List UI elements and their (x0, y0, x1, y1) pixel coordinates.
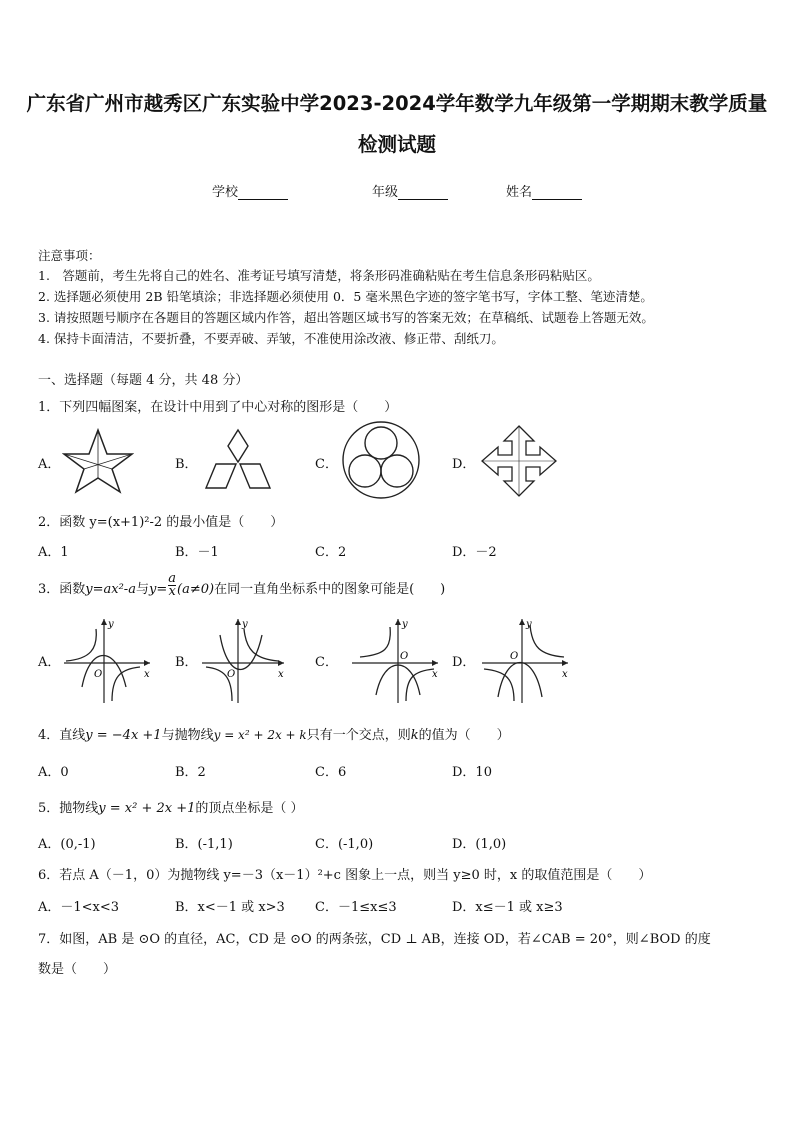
q3-graph-a (60, 615, 156, 707)
notice-item: 1. 答题前，考生先将自己的姓名、准考证号填写清楚，将条形码准确粘贴在考生信息条形码粘贴区。 (38, 268, 600, 283)
q6-option-c[interactable]: C．－1≤x≤3 (315, 900, 397, 915)
school-label: 学校 (212, 185, 239, 200)
q3-mid: 与 (135, 582, 149, 597)
q6-option-b[interactable]: B．x<－1 或 x>3 (175, 900, 285, 915)
q6-option-d[interactable]: D．x≤－1 或 x≥3 (452, 900, 563, 915)
q5-option-b[interactable]: B．(-1,1) (175, 837, 233, 852)
q2-option-d[interactable]: D．－2 (452, 545, 497, 560)
q5-option-d[interactable]: D．(1,0) (452, 837, 507, 852)
q3a-origin-label: O (94, 669, 103, 680)
q3b-y-label: y (242, 619, 248, 630)
q3d-y-label: y (526, 619, 532, 630)
page-title: 广东省广州市越秀区广东实验中学2023-2024学年数学九年级第一学期期末教学质量 (26, 92, 768, 115)
q5-expr: y = x² + 2x +1 (98, 801, 196, 816)
q2-option-c[interactable]: C．2 (315, 545, 347, 560)
q3c-x-label: x (432, 669, 438, 680)
grade-label: 年级 (372, 185, 399, 200)
q4-option-a[interactable]: A．0 (38, 765, 69, 780)
q3-option-c[interactable]: C． (315, 655, 338, 670)
q5-stem-a: 5．抛物线 (38, 801, 99, 816)
question-7-stem-line2: 数是（ ） (38, 962, 117, 977)
q3c-y-label: y (402, 619, 408, 630)
notice-item: 2. 选择题必须使用 2B 铅笔填涂；非选择题必须使用 0．5 毫米黑色字迹的签字笔书写，字体工整、笔迹清楚。 (38, 289, 653, 304)
page-title-line2: 检测试题 (357, 133, 436, 156)
star-figure (62, 426, 134, 494)
four-arrows-figure (478, 424, 560, 498)
q3c-origin-label: O (400, 651, 409, 662)
q4-line-expr: y = −4x +1 (85, 728, 162, 743)
q2-option-b[interactable]: B．－1 (175, 545, 219, 560)
q6-option-a[interactable]: A．－1<x<3 (38, 900, 120, 915)
question-6-stem: 6．若点 A（－1，0）为抛物线 y=－3（x－1）²+c 图象上一点，则当 y≥0 时，x 的取值范围是（ ） (38, 868, 652, 883)
q3-cond: (a≠0) (177, 582, 215, 597)
q5-option-c[interactable]: C．(-1,0) (315, 837, 374, 852)
q4-var: k (410, 728, 419, 743)
notice-item: 3. 请按照题号顺序在各题目的答题区域内作答，超出答题区域书写的答案无效；在草稿纸、试题卷上答题无效。 (38, 310, 654, 325)
q3-expr1: y=ax²-a (85, 582, 136, 597)
q4-stem-b: 只有一个交点，则 (306, 728, 411, 743)
q3-frac-num: a (168, 571, 176, 586)
q5-stem-b: 的顶点坐标是（ ） (195, 801, 304, 816)
question-3-stem (38, 571, 446, 599)
name-field[interactable] (506, 181, 582, 200)
q4-stem-a: 4．直线 (38, 728, 86, 743)
section-heading: 一、选择题（每题 4 分，共 48 分） (38, 373, 249, 388)
q3-graph-b (198, 615, 290, 707)
q2-option-a[interactable]: A．1 (38, 545, 69, 560)
q3-graph-c (348, 615, 444, 707)
q3-stem-b: 在同一直角坐标系中的图象可能是( ) (214, 582, 446, 597)
q3-graph-d (478, 615, 574, 707)
q3-option-b[interactable]: B． (175, 655, 198, 670)
q3a-x-label: x (144, 669, 150, 680)
question-2-stem: 2．函数 y=(x+1)²-2 的最小值是（ ） (38, 515, 284, 530)
q3a-y-label: y (108, 619, 114, 630)
q5-option-a[interactable]: A．(0,-1) (38, 837, 96, 852)
q4-option-d[interactable]: D．10 (452, 765, 492, 780)
question-1-stem: 1．下列四幅图案，在设计中用到了中心对称的图形是（ ） (38, 400, 398, 415)
q3b-origin-label: O (227, 669, 236, 680)
school-field[interactable] (212, 181, 288, 200)
q3-expr2: y= (148, 582, 168, 597)
q4-stem-c: 的值为（ ） (418, 728, 510, 743)
q3-stem-a: 3．函数 (38, 582, 86, 597)
grade-field[interactable] (372, 181, 448, 200)
question-7-stem: 7．如图，AB 是 ⊙O 的直径，AC，CD 是 ⊙O 的两条弦，CD ⊥ AB，连接 OD，若∠CAB = 20°，则∠BOD 的度 (38, 932, 711, 947)
q3-frac-den: x (168, 584, 176, 599)
q3b-x-label: x (278, 669, 284, 680)
three-circles-figure (338, 420, 424, 500)
q1-option-c[interactable]: C． (315, 457, 338, 472)
question-4-stem (38, 724, 510, 743)
q3-option-a[interactable]: A． (38, 655, 61, 670)
q3d-origin-label: O (510, 651, 519, 662)
q1-option-b[interactable]: B． (175, 457, 198, 472)
q1-option-d[interactable]: D． (452, 457, 476, 472)
q3-fraction (168, 573, 176, 598)
q1-option-a[interactable]: A． (38, 457, 61, 472)
q4-mid: 与抛物线 (161, 728, 214, 743)
name-label: 姓名 (506, 185, 533, 200)
question-5-stem (38, 797, 304, 816)
three-diamonds-figure (198, 428, 278, 492)
q4-option-b[interactable]: B．2 (175, 765, 206, 780)
q3d-x-label: x (562, 669, 568, 680)
notice-item: 4. 保持卡面清洁，不要折叠，不要弄破、弄皱，不准使用涂改液、修正带、刮纸刀。 (38, 331, 504, 346)
q4-option-c[interactable]: C．6 (315, 765, 347, 780)
notice-heading: 注意事项： (38, 248, 101, 263)
q4-parab-expr: y = x² + 2x + k (213, 728, 307, 742)
q3-option-d[interactable]: D． (452, 655, 476, 670)
